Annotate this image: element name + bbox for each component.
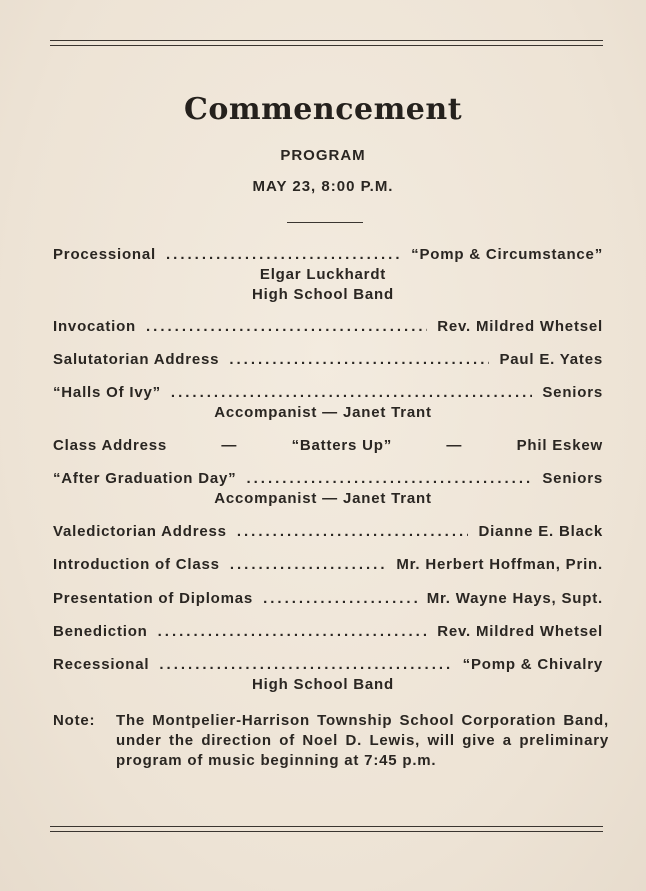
program-item-introduction	[53, 556, 603, 576]
program-item-salutatorian	[53, 351, 603, 371]
item-label: Processional	[53, 246, 156, 263]
note-label: Note:	[53, 712, 96, 729]
program-item-after-graduation	[53, 470, 603, 490]
item-value: Dianne E. Black	[478, 523, 603, 540]
program-item-class-address	[53, 437, 603, 457]
dot-leader	[166, 246, 401, 263]
item-label: Invocation	[53, 318, 137, 335]
item-label: Class Address	[53, 437, 168, 454]
item-label: Presentation of Diplomas	[53, 590, 254, 607]
item-value: Phil Eskew	[516, 437, 603, 454]
date-time: MAY 23, 8:00 P.M.	[252, 178, 394, 195]
dot-leader	[237, 523, 469, 540]
item-value: Mr. Herbert Hoffman, Prin.	[396, 556, 603, 573]
program-item-valedictorian	[53, 523, 603, 543]
item-value: Seniors	[542, 384, 603, 401]
note-text: The Montpelier-Harrison Township School Corporation Band, under the direction of Noel D. Lewis, will give a preliminary program of music beginning at 7:45 p.m.	[116, 712, 609, 769]
address-title: “Batters Up”	[291, 437, 393, 454]
page-title: Commencement	[183, 92, 463, 127]
program-item-recessional	[53, 656, 603, 676]
program-item-benediction	[53, 623, 603, 643]
program-subtitle: PROGRAM	[280, 147, 366, 164]
program-item-processional	[53, 246, 603, 266]
program-item-diplomas	[53, 590, 603, 610]
dot-leader	[263, 590, 417, 607]
item-label: “After Graduation Day”	[53, 470, 237, 487]
short-divider	[287, 222, 363, 223]
dot-leader	[230, 556, 387, 573]
item-label: Introduction of Class	[53, 556, 220, 573]
item-label: Valedictorian Address	[53, 523, 227, 540]
item-value: “Pomp & Chivalry	[462, 656, 603, 673]
item-value: Seniors	[542, 470, 603, 487]
dot-leader	[158, 623, 428, 640]
dot-leader	[171, 384, 532, 401]
program-item-invocation	[53, 318, 603, 338]
processional-composer: Elgar Luckhardt	[259, 266, 387, 283]
bottom-double-rule	[50, 826, 603, 832]
dot-leader	[159, 656, 452, 673]
dot-leader	[146, 318, 427, 335]
item-value: Paul E. Yates	[499, 351, 603, 368]
program-note	[53, 711, 609, 771]
item-value: Rev. Mildred Whetsel	[437, 318, 603, 335]
item-label: Recessional	[53, 656, 150, 673]
processional-performer: High School Band	[252, 286, 394, 303]
dot-leader	[246, 470, 532, 487]
item-value: Rev. Mildred Whetsel	[437, 623, 603, 640]
dash-separator: —	[446, 437, 463, 454]
after-graduation-accompanist: Accompanist — Janet Trant	[214, 490, 432, 507]
dash-separator: —	[221, 437, 238, 454]
program-item-halls-of-ivy	[53, 384, 603, 404]
item-label: Salutatorian Address	[53, 351, 220, 368]
item-label: “Halls Of Ivy”	[53, 384, 161, 401]
dot-leader	[229, 351, 489, 368]
item-value: Mr. Wayne Hays, Supt.	[426, 590, 603, 607]
item-label: Benediction	[53, 623, 148, 640]
top-double-rule	[50, 40, 603, 46]
recessional-performer: High School Band	[252, 676, 394, 693]
halls-of-ivy-accompanist: Accompanist — Janet Trant	[214, 404, 432, 421]
item-value: “Pomp & Circumstance”	[411, 246, 603, 263]
